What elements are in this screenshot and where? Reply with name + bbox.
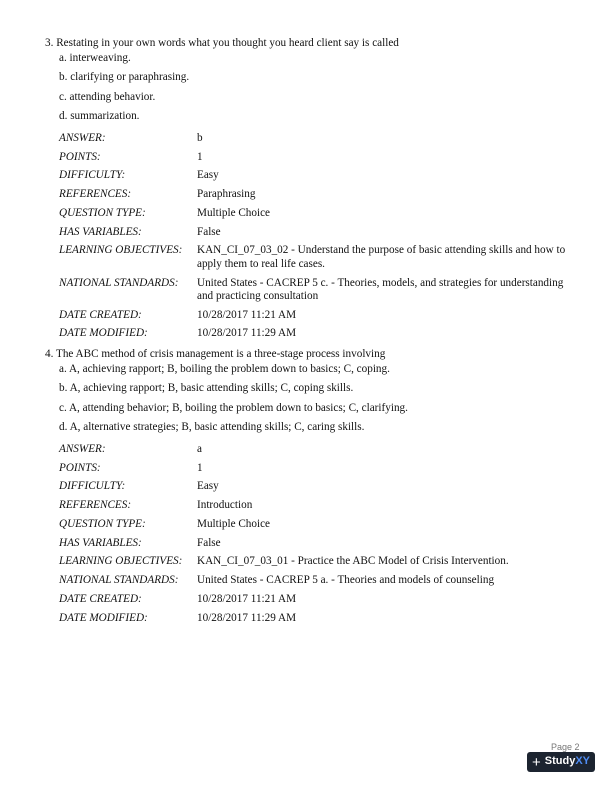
meta-key: ANSWER:: [59, 131, 106, 144]
meta-row-references: [59, 499, 577, 518]
meta-key: REFERENCES:: [59, 499, 132, 512]
meta-row-date-modified: [59, 612, 577, 631]
meta-row-has-variables: [59, 537, 577, 556]
meta-value: United States - CACREP 5 c. - Theories, models, and strategies for understanding and practicing consultation: [197, 276, 564, 302]
choice-a: a. A, achieving rapport; B, boiling the problem down to basics; C, coping.: [59, 363, 390, 376]
meta-key: LEARNING OBJECTIVES:: [59, 555, 183, 568]
meta-row-learning-objectives: [59, 555, 577, 574]
plus-icon: +: [531, 753, 541, 771]
meta-key: DATE MODIFIED:: [59, 611, 148, 624]
meta-value: 1: [197, 150, 203, 163]
meta-key: NATIONAL STANDARDS:: [59, 276, 179, 289]
meta-key: DIFFICULTY:: [59, 169, 126, 182]
meta-row-has-variables: [59, 226, 577, 245]
page-number: Page 2: [551, 742, 580, 752]
meta-row-date-created: [59, 593, 577, 612]
answer-choices: [59, 363, 585, 434]
brand-logo-text: [545, 755, 590, 768]
meta-row-difficulty: [59, 480, 577, 499]
answer-choices: [59, 52, 585, 123]
meta-row-answer: [59, 443, 577, 462]
studyxy-badge[interactable]: [527, 752, 595, 772]
meta-value: 1: [197, 461, 203, 474]
meta-value: b: [197, 131, 203, 144]
meta-key: POINTS:: [59, 461, 101, 474]
meta-row-national-standards: [59, 574, 577, 593]
meta-row-learning-objectives: [59, 244, 577, 276]
meta-value: 10/28/2017 11:29 AM: [197, 327, 297, 340]
question-stem: 4. The ABC method of crisis management is a three-stage process involving: [45, 348, 386, 360]
meta-row-answer: [59, 132, 577, 151]
meta-key: DATE CREATED:: [59, 592, 142, 605]
choice-d: d. summarization.: [59, 109, 140, 122]
meta-row-difficulty: [59, 169, 577, 188]
meta-key: HAS VARIABLES:: [59, 536, 142, 549]
meta-row-points: [59, 151, 577, 170]
brand-accent: XY: [575, 755, 590, 768]
meta-value: Multiple Choice: [197, 517, 271, 530]
meta-value: False: [197, 225, 221, 238]
meta-value: Paraphrasing: [197, 188, 256, 201]
question-metadata: [59, 132, 577, 346]
choice-d: d. A, alternative strategies; B, basic attending skills; C, caring skills.: [59, 420, 365, 433]
meta-row-question-type: [59, 518, 577, 537]
meta-key: DATE CREATED:: [59, 308, 142, 321]
meta-value: KAN_CI_07_03_01 - Practice the ABC Model of Crisis Intervention.: [197, 555, 509, 568]
meta-value: 10/28/2017 11:29 AM: [197, 611, 297, 624]
meta-key: POINTS:: [59, 150, 101, 163]
meta-value: Easy: [197, 480, 219, 493]
meta-value: Multiple Choice: [197, 206, 271, 219]
meta-value: False: [197, 536, 221, 549]
meta-key: QUESTION TYPE:: [59, 517, 146, 530]
meta-key: HAS VARIABLES:: [59, 225, 142, 238]
question-stem: 3. Restating in your own words what you thought you heard client say is called: [45, 37, 399, 49]
meta-value: a: [197, 442, 202, 455]
meta-key: REFERENCES:: [59, 188, 132, 201]
meta-row-points: [59, 462, 577, 481]
meta-key: DIFFICULTY:: [59, 480, 126, 493]
meta-key: DATE MODIFIED:: [59, 327, 148, 340]
meta-key: ANSWER:: [59, 442, 106, 455]
meta-value: 10/28/2017 11:21 AM: [197, 308, 297, 321]
question-4: [45, 348, 585, 630]
question-3: [45, 37, 585, 346]
meta-key: QUESTION TYPE:: [59, 206, 146, 219]
meta-key: LEARNING OBJECTIVES:: [59, 244, 183, 257]
meta-row-question-type: [59, 207, 577, 226]
meta-row-date-modified: [59, 327, 577, 346]
meta-value: United States - CACREP 5 a. - Theories and models of counseling: [197, 574, 495, 587]
meta-row-references: [59, 188, 577, 207]
choice-a: a. interweaving.: [59, 52, 131, 65]
meta-value: 10/28/2017 11:21 AM: [197, 592, 297, 605]
meta-key: NATIONAL STANDARDS:: [59, 574, 179, 587]
meta-value: Introduction: [197, 499, 253, 512]
choice-c: c. attending behavior.: [59, 90, 156, 103]
brand-name: Study: [544, 755, 576, 768]
question-metadata: [59, 443, 577, 630]
meta-value: Easy: [197, 169, 219, 182]
choice-b: b. clarifying or paraphrasing.: [59, 71, 190, 84]
meta-row-national-standards: [59, 277, 577, 309]
choice-b: b. A, achieving rapport; B, basic attending skills; C, coping skills.: [59, 382, 354, 395]
meta-value: KAN_CI_07_03_02 - Understand the purpose of basic attending skills and how to apply them to real life cases.: [197, 244, 566, 270]
meta-row-date-created: [59, 309, 577, 328]
choice-c: c. A, attending behavior; B, boiling the problem down to basics; C, clarifying.: [59, 401, 408, 414]
